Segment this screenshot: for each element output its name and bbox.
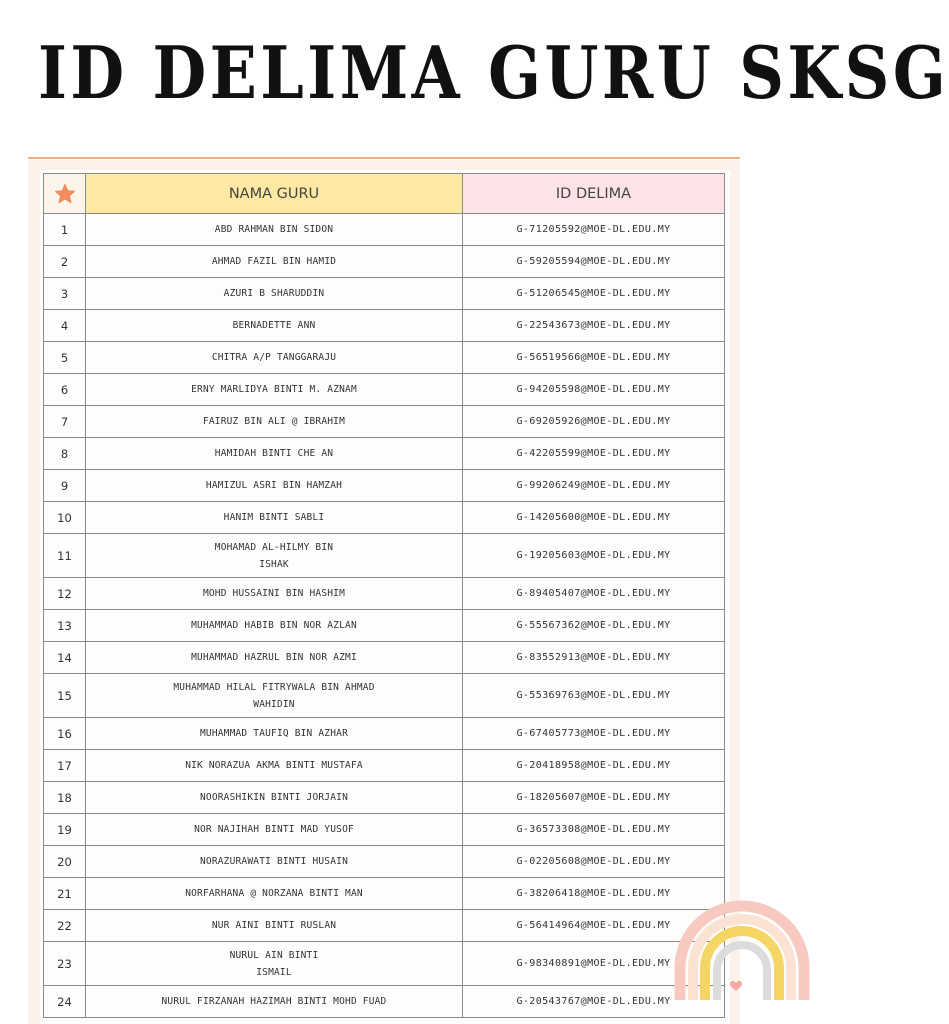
table-header-row [44,174,725,214]
table-row [44,342,725,374]
row-number: 8 [44,438,86,470]
row-number: 12 [44,578,86,610]
title-underline [28,157,740,159]
table-row [44,878,725,910]
row-number: 1 [44,214,86,246]
row-number: 4 [44,310,86,342]
row-number: 3 [44,278,86,310]
delima-id: G-94205598@MOE-DL.EDU.MY [463,374,725,406]
table-row [44,246,725,278]
row-number: 22 [44,910,86,942]
row-number: 5 [44,342,86,374]
header-id-delima: ID DELIMA [463,174,725,214]
delima-id: G-55567362@MOE-DL.EDU.MY [463,610,725,642]
row-number: 17 [44,750,86,782]
row-number: 11 [44,534,86,578]
teacher-name: NOR NAJIHAH BINTI MAD YUSOF [86,814,463,846]
table-row [44,610,725,642]
teacher-name: BERNADETTE ANN [86,310,463,342]
row-number: 18 [44,782,86,814]
row-number: 6 [44,374,86,406]
teacher-name: AZURI B SHARUDDIN [86,278,463,310]
teacher-name: NIK NORAZUA AKMA BINTI MUSTAFA [86,750,463,782]
delima-id: G-51206545@MOE-DL.EDU.MY [463,278,725,310]
row-number: 15 [44,674,86,718]
row-number: 24 [44,986,86,1018]
table-row [44,942,725,986]
table-row [44,642,725,674]
page-title: ID DELIMA GURU SKSG [38,30,949,115]
delima-id: G-19205603@MOE-DL.EDU.MY [463,534,725,578]
header-nama-guru: NAMA GURU [86,174,463,214]
teacher-name: NORFARHANA @ NORZANA BINTI MAN [86,878,463,910]
delima-id: G-20543767@MOE-DL.EDU.MY [463,986,725,1018]
star-icon [54,183,76,205]
table-row [44,470,725,502]
delima-id: G-89405407@MOE-DL.EDU.MY [463,578,725,610]
row-number: 2 [44,246,86,278]
row-number: 16 [44,718,86,750]
row-number: 23 [44,942,86,986]
row-number: 9 [44,470,86,502]
table-row [44,374,725,406]
teacher-name: MUHAMMAD HILAL FITRYWALA BIN AHMAD WAHIDIN [86,674,463,718]
teacher-name: NURUL AIN BINTI ISMAIL [86,942,463,986]
table-row [44,406,725,438]
delima-id: G-36573308@MOE-DL.EDU.MY [463,814,725,846]
table-row [44,718,725,750]
delima-id: G-42205599@MOE-DL.EDU.MY [463,438,725,470]
teacher-name: NURUL FIRZANAH HAZIMAH BINTI MOHD FUAD [86,986,463,1018]
table-row [44,910,725,942]
table-row [44,846,725,878]
delima-id: G-56414964@MOE-DL.EDU.MY [463,910,725,942]
teacher-name: HANIM BINTI SABLI [86,502,463,534]
delima-id: G-22543673@MOE-DL.EDU.MY [463,310,725,342]
delima-id: G-18205607@MOE-DL.EDU.MY [463,782,725,814]
delima-id: G-38206418@MOE-DL.EDU.MY [463,878,725,910]
header-star-cell [44,174,86,214]
teacher-name: MUHAMMAD HAZRUL BIN NOR AZMI [86,642,463,674]
row-number: 10 [44,502,86,534]
teacher-name: MOHD HUSSAINI BIN HASHIM [86,578,463,610]
table-row [44,674,725,718]
row-number: 21 [44,878,86,910]
table-row [44,278,725,310]
table-body [44,214,725,1018]
delima-id: G-55369763@MOE-DL.EDU.MY [463,674,725,718]
table-row [44,214,725,246]
delima-id: G-98340891@MOE-DL.EDU.MY [463,942,725,986]
teacher-name: MOHAMAD AL-HILMY BIN ISHAK [86,534,463,578]
table-row [44,438,725,470]
teacher-name: FAIRUZ BIN ALI @ IBRAHIM [86,406,463,438]
delima-id: G-56519566@MOE-DL.EDU.MY [463,342,725,374]
teacher-name: ERNY MARLIDYA BINTI M. AZNAM [86,374,463,406]
teacher-name: HAMIZUL ASRI BIN HAMZAH [86,470,463,502]
delima-id: G-02205608@MOE-DL.EDU.MY [463,846,725,878]
row-number: 14 [44,642,86,674]
delima-id: G-59205594@MOE-DL.EDU.MY [463,246,725,278]
table-row [44,310,725,342]
table-row [44,750,725,782]
delima-id: G-67405773@MOE-DL.EDU.MY [463,718,725,750]
row-number: 20 [44,846,86,878]
teacher-name: ABD RAHMAN BIN SIDON [86,214,463,246]
teacher-name: NUR AINI BINTI RUSLAN [86,910,463,942]
teacher-id-table [43,173,725,1018]
table-row [44,502,725,534]
row-number: 19 [44,814,86,846]
teacher-name: MUHAMMAD HABIB BIN NOR AZLAN [86,610,463,642]
teacher-name: NORAZURAWATI BINTI HUSAIN [86,846,463,878]
teacher-name: HAMIDAH BINTI CHE AN [86,438,463,470]
row-number: 13 [44,610,86,642]
table-row [44,534,725,578]
delima-id: G-99206249@MOE-DL.EDU.MY [463,470,725,502]
table-row [44,578,725,610]
teacher-name: AHMAD FAZIL BIN HAMID [86,246,463,278]
rainbow-icon [672,890,768,1000]
table-row [44,782,725,814]
row-number: 7 [44,406,86,438]
table-row [44,814,725,846]
delima-id: G-14205600@MOE-DL.EDU.MY [463,502,725,534]
delima-id: G-83552913@MOE-DL.EDU.MY [463,642,725,674]
teacher-name: CHITRA A/P TANGGARAJU [86,342,463,374]
teacher-name: MUHAMMAD TAUFIQ BIN AZHAR [86,718,463,750]
delima-id: G-69205926@MOE-DL.EDU.MY [463,406,725,438]
teacher-name: NOORASHIKIN BINTI JORJAIN [86,782,463,814]
delima-id: G-71205592@MOE-DL.EDU.MY [463,214,725,246]
table-row [44,986,725,1018]
delima-id: G-20418958@MOE-DL.EDU.MY [463,750,725,782]
